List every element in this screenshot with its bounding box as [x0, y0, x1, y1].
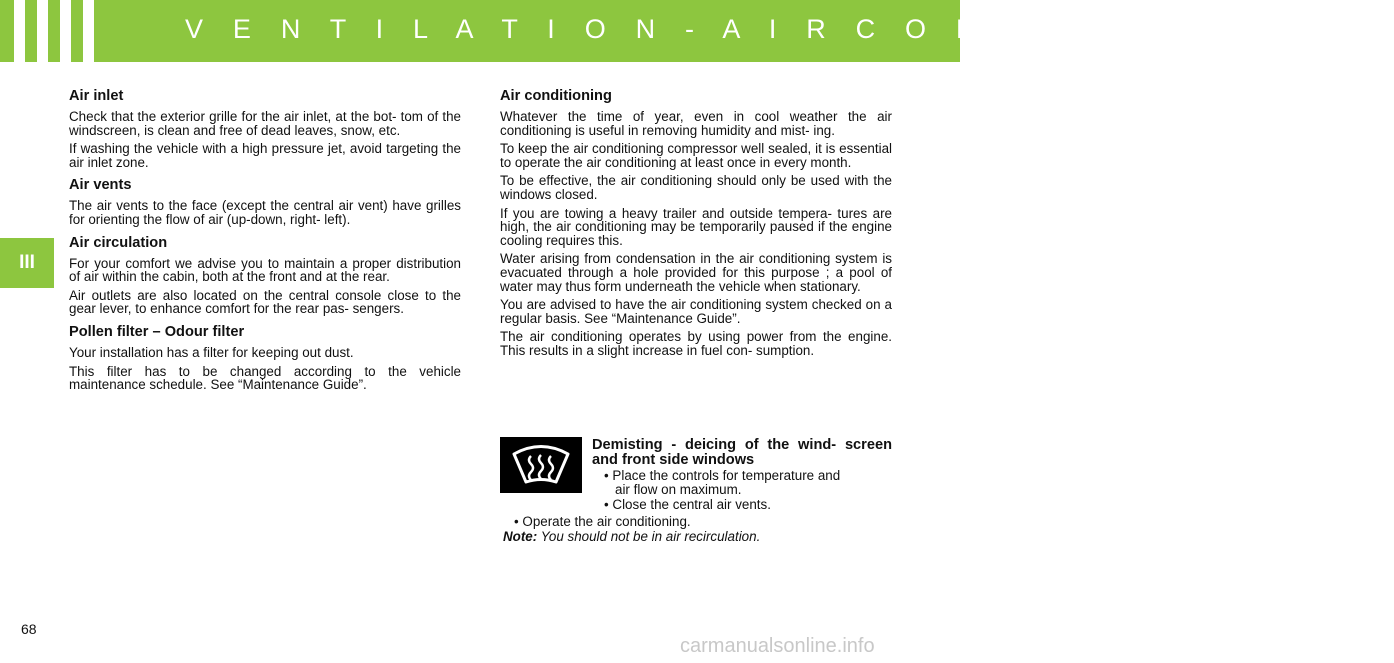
section-heading: Air conditioning [500, 88, 612, 104]
note-label: Note: [503, 529, 538, 544]
header-stripe [83, 0, 94, 62]
chapter-tab: III [0, 238, 54, 288]
bullet-item: • Close the central air vents. [604, 497, 771, 512]
left-column [69, 87, 461, 399]
paragraph: The air vents to the face (except the central air vent) have grilles for orienting the flow of air (up-down, right- left). [69, 198, 461, 227]
paragraph: If washing the vehicle with a high pressure jet, avoid targeting the air inlet zone. [69, 141, 461, 170]
paragraph: You are advised to have the air conditioning system checked on a regular basis. See “Maintenance Guide”. [500, 297, 892, 326]
paragraph: To be effective, the air conditioning should only be used with the windows closed. [500, 173, 892, 202]
header-stripe [60, 0, 71, 62]
note-text: You should not be in air recirculation. [540, 529, 761, 544]
right-column [500, 87, 892, 363]
paragraph: Water arising from condensation in the air conditioning system is evacuated through a hole provided for this purpose ; a pool of water may thus form underneath the vehicle when stationary. [500, 251, 892, 294]
paragraph: To keep the air conditioning compressor well sealed, it is essential to operate the air conditioning at least once in every month. [500, 141, 892, 170]
bullet-item: air flow on maximum. [615, 482, 742, 497]
section-air-vents [69, 176, 461, 226]
section-heading: Air vents [69, 177, 132, 194]
header-stripe [14, 0, 25, 62]
paragraph: Check that the exterior grille for the air inlet, at the bot- tom of the windscreen, is clean and free of dead leaves, snow, etc. [69, 109, 461, 138]
paragraph: Your installation has a filter for keeping out dust. [69, 344, 354, 360]
section-heading: Air inlet [69, 88, 124, 104]
watermark: carmanualsonline.info [680, 635, 875, 657]
section-pollen-filter [69, 323, 461, 392]
paragraph: Air outlets are also located on the central console close to the gear lever, to enhance comfort for the rear pas- sengers. [69, 287, 461, 317]
section-air-inlet [69, 87, 461, 169]
note [503, 530, 760, 544]
section-heading: Pollen filter – Odour filter [69, 323, 245, 340]
paragraph: This filter has to be changed according to the vehicle maintenance schedule. See “Maintenance Guide”. [69, 363, 461, 393]
bullet-item: • Place the controls for temperature and [604, 468, 841, 483]
bullet-item: • Operate the air conditioning. [514, 514, 691, 529]
paragraph: If you are towing a heavy trailer and outside tempera- tures are high, the air conditioning may be temporarily paused if the engine cooling requires this. [500, 205, 892, 248]
windscreen-demist-icon [500, 437, 582, 493]
paragraph: For your comfort we advise you to maintain a proper distribution of air within the cabin, both at the front and at the rear. [69, 255, 461, 285]
paragraph: Whatever the time of year, even in cool weather the air conditioning is useful in removing humidity and mist- ing. [500, 109, 892, 138]
page-header [0, 0, 1394, 62]
section-air-circulation [69, 234, 461, 316]
demisting-title: Demisting - deicing of the wind- screen and front side windows [592, 437, 892, 468]
page-title: V E N T I L A T I O N - A I R C O N D I T I O N I N G [185, 14, 1394, 44]
page-number: 68 [21, 621, 37, 637]
paragraph: The air conditioning operates by using power from the engine. This results in a slight increase in fuel con- sumption. [500, 329, 892, 358]
header-stripe [37, 0, 48, 62]
section-heading: Air circulation [69, 234, 168, 251]
